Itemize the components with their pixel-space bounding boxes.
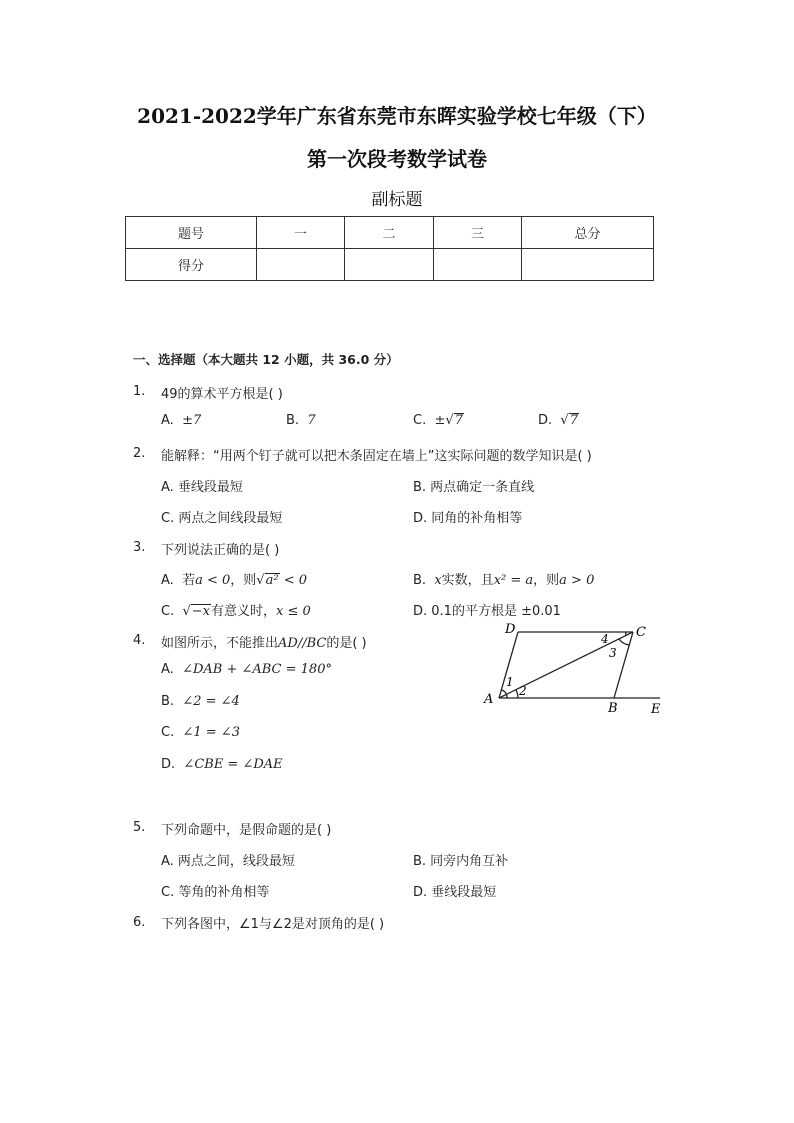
option-text: ，则 [533,573,560,588]
angle-arc-3 [619,639,629,645]
option-label: B. [286,413,300,428]
question-number: 3. [133,540,146,555]
question-text: 49的算术平方根是( ) [161,387,283,402]
option-text: 实数，且 [441,573,494,588]
score-cell [522,249,654,281]
question-number: 6. [133,915,146,930]
option-math: ∠DAB + ∠ABC = 180° [182,662,332,677]
score-cell [257,249,345,281]
question-number: 1. [133,384,146,399]
score-cell [434,249,522,281]
option-d: D. 0.1的平方根是 ±0.01 [413,604,561,619]
label-angle-4: 4 [601,632,609,646]
option-label: A. [161,662,174,677]
option-math: ±7 [182,413,202,428]
option-math: 7 [307,413,316,428]
sqrt-symbol: √ [256,573,265,588]
radicand: 7 [569,413,578,428]
option-label: B. [161,694,175,709]
label-angle-1: 1 [506,675,514,689]
option-label: C. [161,725,175,740]
option-math: ∠2 = ∠4 [182,694,240,709]
label-a: A [484,692,494,707]
option-math: ± [434,413,446,428]
score-table-score-row [126,249,654,281]
option-b [161,694,240,709]
segment-bc [614,632,633,698]
option-label: C. [413,413,427,428]
question-math: AD//BC [278,636,327,651]
option-label: C. [161,604,175,619]
label-e: E [651,702,661,717]
label-angle-3: 3 [609,646,617,660]
score-header-cell: 一 [257,217,345,249]
score-header-cell: 三 [434,217,522,249]
sqrt-symbol: √ [182,604,191,619]
question-text: 下列各图中，∠1与∠2是对顶角的是( ) [161,917,385,932]
option-text: ，则 [230,573,257,588]
option-c [161,600,311,619]
option-b: B. 两点确定一条直线 [413,480,535,495]
sqrt-symbol: √ [445,413,454,428]
score-table-header-row [126,217,654,249]
option-math: x ≤ 0 [276,604,311,619]
option-math: ∠1 = ∠3 [182,725,240,740]
option-text: 有意义时， [211,604,277,619]
option-d: D. 同角的补角相等 [413,511,523,526]
label-b: B [608,701,618,716]
option-b [286,413,316,428]
option-c [413,413,464,428]
radicand: −x [191,604,211,619]
option-d [161,757,283,772]
option-label: D. [161,757,176,772]
option-math: a < 0 [195,573,231,588]
option-c: C. 等角的补角相等 [161,885,270,900]
score-header-cell: 二 [345,217,434,249]
option-a [161,413,201,428]
parallelogram-figure [478,620,668,720]
sqrt-symbol: √ [560,413,569,428]
score-row-label: 得分 [126,249,257,281]
option-math: a > 0 [559,573,595,588]
option-label: D. [538,413,553,428]
label-c: C [636,625,646,640]
question-text [161,632,367,651]
option-d [538,413,579,428]
exam-title-line2: 第一次段考数学试卷 [307,147,487,171]
option-a: A. 垂线段最短 [161,480,243,495]
question-text: 能解释：“用两个钉子就可以把木条固定在墙上”这实际问题的数学知识是( ) [161,449,592,464]
option-a [161,569,307,588]
option-b [413,569,594,588]
option-math: x [434,573,442,588]
question-text-part: 的是( ) [326,636,367,651]
option-a: A. 两点之间，线段最短 [161,854,295,869]
score-cell [345,249,434,281]
option-d: D. 垂线段最短 [413,885,497,900]
option-label: B. [413,573,427,588]
question-text: 下列说法正确的是( ) [161,543,280,558]
question-text: 下列命题中，是假命题的是( ) [161,823,332,838]
option-c: C. 两点之间线段最短 [161,511,283,526]
section-title: 一、选择题（本大题共 12 小题，共 36.0 分） [133,352,399,367]
option-math: ∠CBE = ∠DAE [183,757,283,772]
option-a [161,662,332,677]
score-header-cell: 题号 [126,217,257,249]
label-d: D [505,622,516,637]
angle-arc-2 [516,690,518,698]
exam-subtitle: 副标题 [371,190,423,210]
question-number: 4. [133,633,146,648]
option-b: B. 同旁内角互补 [413,854,509,869]
question-number: 2. [133,446,146,461]
label-angle-2: 2 [519,684,527,698]
exam-title-line1: 2021-2022学年广东省东莞市东晖实验学校七年级（下） [137,104,657,128]
option-text: 若 [182,573,196,588]
question-text-part: 如图所示，不能推出 [161,636,279,651]
radicand: a² [265,573,279,588]
option-math: < 0 [283,573,307,588]
option-math: x² = a [493,573,534,588]
option-c [161,725,240,740]
score-header-cell: 总分 [522,217,654,249]
question-number: 5. [133,820,146,835]
option-label: A. [161,573,174,588]
radicand: 7 [454,413,463,428]
score-table [125,216,654,281]
option-label: A. [161,413,174,428]
